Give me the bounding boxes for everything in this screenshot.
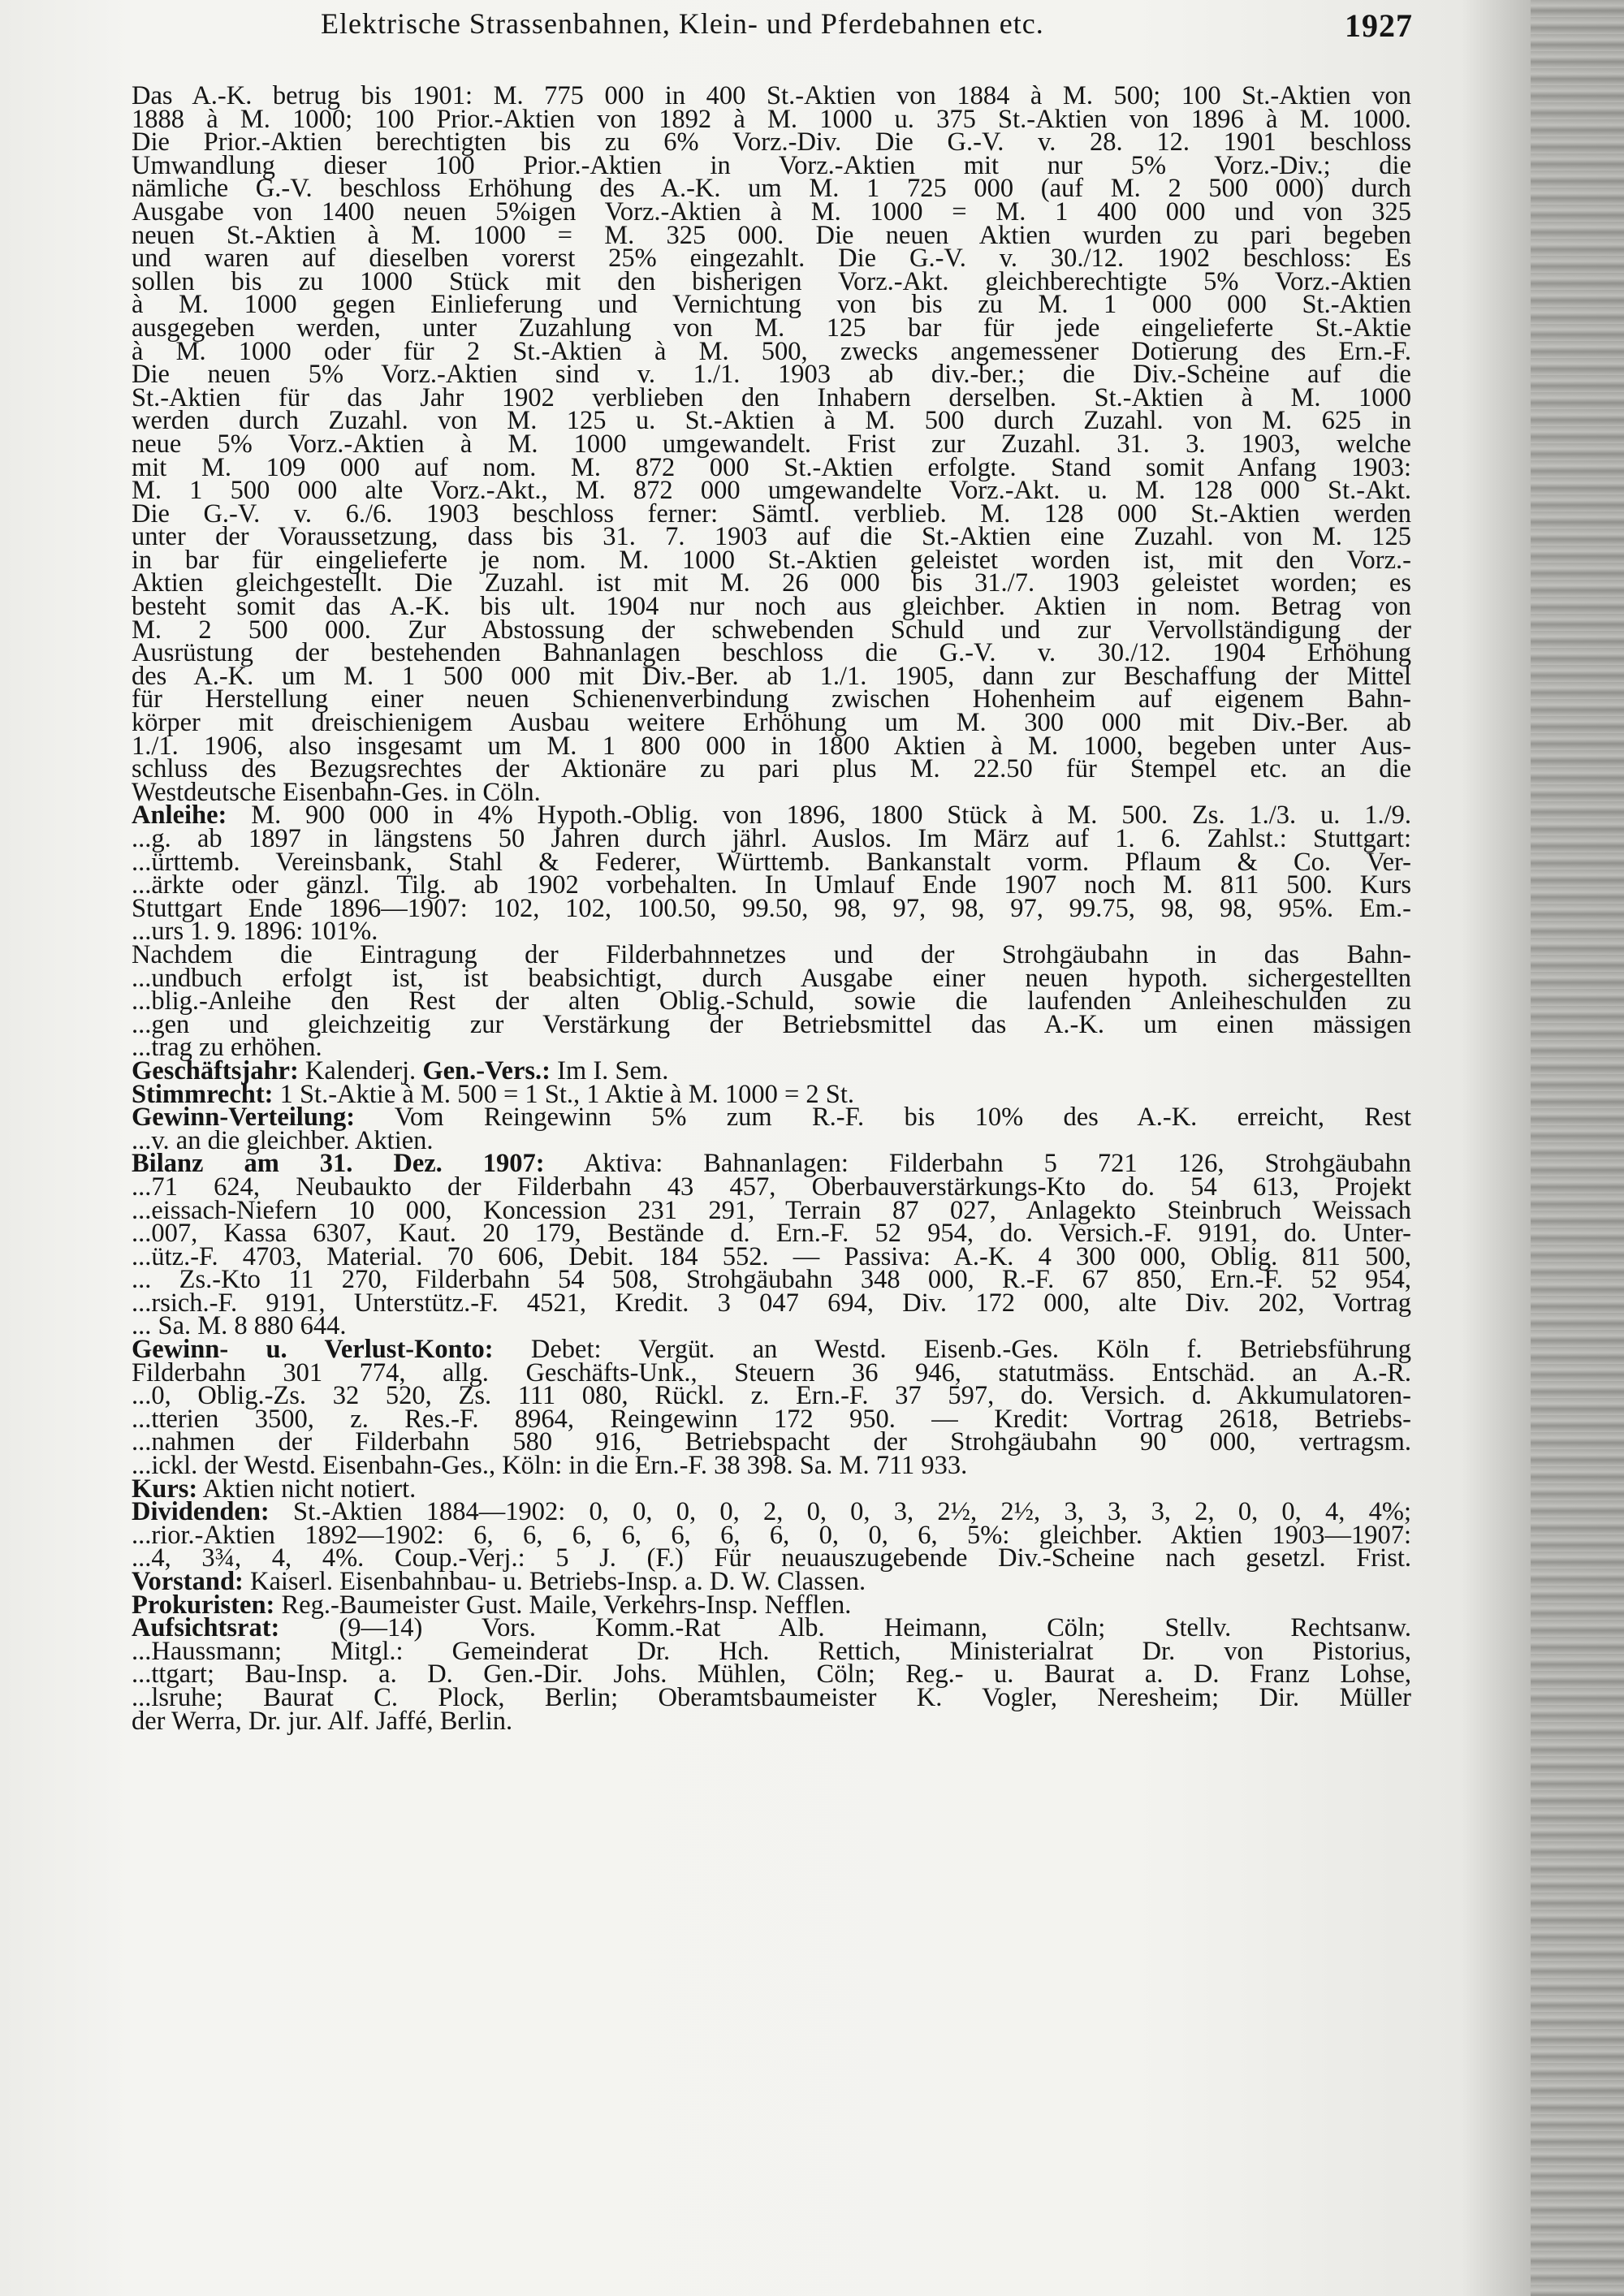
line-text: körper mit dreischienigem Ausbau weitere Erhöhung um M. 300 000 mit Div.-Ber. ab	[132, 708, 1411, 738]
page-header	[146, 6, 1413, 47]
line-text: des A.-K. um M. 1 500 000 mit Div.-Ber. ab 1./1. 1905, dann zur Beschaffung der Mittel	[132, 661, 1411, 691]
line-text: ...blig.-Anleihe den Rest der alten Oblig.-Schuld, sowie die laufenden Anleiheschulden zu	[132, 986, 1411, 1016]
line-text: der Werra, Dr. jur. Alf. Jaffé, Berlin.	[132, 1706, 513, 1736]
line-text: werden durch Zuzahl. von M. 125 u. St.-Aktien à M. 500 durch Zuzahl. von M. 625 in	[132, 406, 1411, 436]
line-text: neuen St.-Aktien à M. 1000 = M. 325 000. Die neuen Aktien wurden zu pari begeben	[132, 220, 1411, 250]
line-text: besteht somit das A.-K. bis ult. 1904 nur noch aus gleichber. Aktien in nom. Betrag von	[132, 592, 1411, 622]
line-text: ...4, 3¾, 4, 4%. Coup.-Verj.: 5 J. (F.) Für neuauszugebende Div.-Scheine nach gesetzl. Frist.	[132, 1543, 1411, 1573]
section-label: Dividenden:	[132, 1497, 270, 1527]
section-label: Geschäftsjahr:	[132, 1055, 299, 1085]
line-text: (9—14) Vors. Komm.-Rat Alb. Heimann, Cöln; Stellv. Rechtsanw.	[279, 1613, 1411, 1643]
line-text: Vom Reingewinn 5% zum R.-F. bis 10% des A.-K. erreicht, Rest	[355, 1103, 1411, 1133]
line-text: ...tterien 3500, z. Res.-F. 8964, Reingewinn 172 950. — Kredit: Vortrag 2618, Betriebs-	[132, 1404, 1411, 1434]
line-text: ...gen und gleichzeitig zur Verstärkung der Betriebsmittel das A.-K. um einen mässigen	[132, 1009, 1411, 1039]
text-line	[132, 1706, 1411, 1736]
line-text: Die Prior.-Aktien berechtigten bis zu 6% Vorz.-Div. Die G.-V. v. 28. 12. 1901 beschloss	[132, 127, 1411, 158]
section-label: Gen.-Vers.:	[422, 1055, 551, 1085]
body-text	[132, 81, 1412, 1736]
section-label: Kurs:	[132, 1474, 198, 1504]
line-text: Nachdem die Eintragung der Filderbahnnetzes und der Strohgäubahn in das Bahn-	[132, 939, 1411, 969]
line-text: Die G.-V. v. 6./6. 1903 beschloss ferner: Sämtl. verblieb. M. 128 000 St.-Aktien werden	[132, 498, 1411, 529]
running-title: Elektrische Strassenbahnen, Klein- und Pferdebahnen etc.	[321, 7, 1044, 40]
line-text: ...trag zu erhöhen.	[132, 1033, 322, 1063]
line-text: ...ttgart; Bau-Insp. a. D. Gen.-Dir. Johs. Mühlen, Cöln; Reg.- u. Baurat a. D. Franz Lohse,	[132, 1659, 1411, 1690]
line-text: für Herstellung einer neuen Schienenverbindung zwischen Hohenheim auf eigenem Bahn-	[132, 684, 1411, 714]
text-line	[132, 1009, 1411, 1039]
line-text: ... Zs.-Kto 11 270, Filderbahn 54 508, Strohgäubahn 348 000, R.-F. 67 850, Ern.-F. 52 954,	[132, 1265, 1411, 1295]
line-text: ...urs 1. 9. 1896: 101%.	[132, 917, 378, 947]
line-text: ...rsich.-F. 9191, Unterstütz.-F. 4521, Kredit. 3 047 694, Div. 172 000, alte Div. 202, Vortrag	[132, 1288, 1411, 1318]
line-text: M. 2 500 000. Zur Abstossung der schwebenden Schuld und zur Vervollständigung der	[132, 615, 1411, 645]
line-text: ...g. ab 1897 in längstens 50 Jahren durch jährl. Auslos. Im März auf 1. 6. Zahlst.: Stuttgart:	[132, 824, 1411, 853]
line-text: Westdeutsche Eisenbahn-Ges. in Cöln.	[132, 777, 541, 807]
line-text: ...ickl. der Westd. Eisenbahn-Ges., Köln: in die Ern.-F. 38 398. Sa. M. 711 933.	[132, 1451, 968, 1481]
line-text: Kaiserl. Eisenbahnbau- u. Betriebs-Insp. a. D. W. Classen.	[243, 1567, 866, 1596]
line-text: Kalenderj.	[298, 1055, 423, 1085]
line-text: 1888 à M. 1000; 100 Prior.-Aktien von 1892 à M. 1000 u. 375 St.-Aktien von 1896 à M. 1000.	[132, 104, 1411, 134]
line-text: ...lsruhe; Baurat C. Plock, Berlin; Oberamtsbaumeister K. Vogler, Neresheim; Dir. Müller	[132, 1682, 1411, 1712]
line-text: Debet: Vergüt. an Westd. Eisenb.-Ges. Köln f. Betriebsführung	[493, 1335, 1411, 1365]
line-text: Aktiva: Bahnanlagen: Filderbahn 5 721 126, Strohgäubahn	[544, 1149, 1412, 1179]
line-text: ... Sa. M. 8 880 644.	[132, 1311, 347, 1341]
line-text: ...rior.-Aktien 1892—1902: 6, 6, 6, 6, 6, 6, 6, 0, 0, 6, 5%: gleichber. Aktien 1903—1907:	[132, 1520, 1411, 1550]
line-text: ...007, Kassa 6307, Kaut. 20 179, Bestände d. Ern.-F. 52 954, do. Versich.-F. 9191, do. Unter-	[132, 1219, 1411, 1249]
line-text: in bar für eingelieferte je nom. M. 1000 St.-Aktien geleistet worden ist, mit den Vorz.-	[132, 545, 1411, 575]
line-text: Aktien nicht notiert.	[197, 1474, 417, 1504]
line-text: Reg.-Baumeister Gust. Maile, Verkehrs-Insp. Nefflen.	[274, 1590, 852, 1620]
line-text: St.-Aktien für das Jahr 1902 verblieben den Inhabern derselben. St.-Aktien à M. 1000	[132, 382, 1411, 412]
line-text: M. 1 500 000 alte Vorz.-Akt., M. 872 000 umgewandelte Vorz.-Akt. u. M. 128 000 St.-Akt.	[132, 476, 1411, 506]
section-label: Stimmrecht:	[132, 1079, 274, 1109]
page-number: 1927	[1345, 7, 1413, 44]
line-text: neue 5% Vorz.-Aktien à M. 1000 umgewandelt. Frist zur Zuzahl. 31. 3. 1903, welche	[132, 429, 1411, 459]
line-text: Die neuen 5% Vorz.-Aktien sind v. 1./1. 1903 ab div.-ber.; die Div.-Scheine auf die	[132, 360, 1411, 390]
line-text: Ausrüstung der bestehenden Bahnanlagen beschloss die G.-V. v. 30./12. 1904 Erhöhung	[132, 638, 1411, 668]
section-label: Anleihe:	[132, 801, 227, 831]
line-text: Aktien gleichgestellt. Die Zuzahl. ist mit M. 26 000 bis 31./7. 1903 geleistet worden; es	[132, 568, 1411, 598]
section-label: Gewinn- u. Verlust-Konto:	[132, 1335, 494, 1365]
line-text: Stuttgart Ende 1896—1907: 102, 102, 100.50, 99.50, 98, 97, 98, 97, 99.75, 98, 98, 95%. Em.-	[132, 893, 1411, 923]
line-text: ...ütz.-F. 4703, Material. 70 606, Debit. 184 552. — Passiva: A.-K. 4 300 000, Oblig. 811 500,	[132, 1241, 1411, 1271]
line-text: 1 St.-Aktie à M. 500 = 1 St., 1 Aktie à M. 1000 = 2 St.	[273, 1079, 855, 1109]
line-text: mit M. 109 000 auf nom. M. 872 000 St.-Aktien erfolgte. Stand somit Anfang 1903:	[132, 452, 1411, 482]
line-text: Das A.-K. betrug bis 1901: M. 775 000 in 400 St.-Aktien von 1884 à M. 500; 100 St.-Aktien von	[132, 81, 1411, 110]
line-text: M. 900 000 in 4% Hypoth.-Oblig. von 1896, 1800 Stück à M. 500. Zs. 1./3. u. 1./9.	[227, 801, 1411, 831]
line-text: Filderbahn 301 774, allg. Geschäfts-Unk., Steuern 36 946, statutmäss. Entschäd. an A.-R.	[132, 1357, 1411, 1388]
section-label: Aufsichtsrat:	[132, 1613, 280, 1643]
line-text: ...eissach-Niefern 10 000, Koncession 231 291, Terrain 87 027, Anlagekto Steinbruch Weissach	[132, 1195, 1411, 1225]
line-text: Ausgabe von 1400 neuen 5%igen Vorz.-Aktien à M. 1000 = M. 1 400 000 und von 325	[132, 196, 1411, 227]
line-text: ...v. an die gleichber. Aktien.	[132, 1125, 434, 1155]
line-text: ...0, Oblig.-Zs. 32 520, Zs. 111 080, Rückl. z. Ern.-F. 37 597, do. Versich. d. Akkumulatoren-	[132, 1381, 1411, 1411]
line-text: und waren auf dieselben vorerst 25% eingezahlt. Die G.-V. v. 30./12. 1902 beschloss: Es	[132, 244, 1411, 274]
line-text: à M. 1000 oder für 2 St.-Aktien à M. 500, zwecks angemessener Dotierung des Ern.-F.	[132, 336, 1411, 366]
line-text: ...undbuch erfolgt ist, ist beabsichtigt, durch Ausgabe einer neuen hypoth. sichergestellten	[132, 963, 1411, 993]
line-text: Im I. Sem.	[550, 1055, 669, 1085]
section-label: Prokuristen:	[132, 1590, 275, 1620]
line-text: ausgegeben werden, unter Zuzahlung von M. 125 bar für jede eingelieferte St.-Aktie	[132, 313, 1411, 343]
line-text: ...ärkte oder gänzl. Tilg. ab 1902 vorbehalten. In Umlauf Ende 1907 noch M. 811 500. Kurs	[132, 870, 1411, 900]
line-text: 1./1. 1906, also insgesamt um M. 1 800 000 in 1800 Aktien à M. 1000, begeben unter Aus-	[132, 731, 1411, 761]
line-text: sollen bis zu 1000 Stück mit den bisherigen Vorz.-Akt. gleichberechtigte 5% Vorz.-Aktien	[132, 266, 1411, 296]
scan-edge-strip	[1531, 0, 1624, 2296]
line-text: nämliche G.-V. beschloss Erhöhung des A.-K. um M. 1 725 000 (auf M. 2 500 000) durch	[132, 174, 1411, 204]
line-text: ...nahmen der Filderbahn 580 916, Betriebspacht der Strohgäubahn 90 000, vertragsm.	[132, 1427, 1411, 1457]
section-label: Vorstand:	[132, 1567, 244, 1596]
line-text: Umwandlung dieser 100 Prior.-Aktien in Vorz.-Aktien mit nur 5% Vorz.-Div.; die	[132, 150, 1411, 180]
line-text: ...Haussmann; Mitgl.: Gemeinderat Dr. Hch. Rettich, Ministerialrat Dr. von Pistorius,	[132, 1636, 1411, 1666]
line-text: unter der Voraussetzung, dass bis 31. 7. 1903 auf die St.-Aktien eine Zuzahl. von M. 125	[132, 522, 1411, 552]
line-text: ...71 624, Neubaukto der Filderbahn 43 457, Oberbauverstärkungs-Kto do. 54 613, Projekt	[132, 1172, 1411, 1202]
line-text: ...ürttemb. Vereinsbank, Stahl & Federer, Württemb. Bankanstalt vorm. Pflaum & Co. Ver-	[132, 847, 1411, 877]
section-label: Gewinn-Verteilung:	[132, 1103, 356, 1133]
line-text: à M. 1000 gegen Einlieferung und Vernichtung von bis zu M. 1 000 000 St.-Aktien	[132, 290, 1411, 320]
line-text: schluss des Bezugsrechtes der Aktionäre zu pari plus M. 22.50 für Stempel etc. an die	[132, 754, 1411, 784]
section-label: Bilanz am 31. Dez. 1907:	[132, 1149, 545, 1179]
line-text: St.-Aktien 1884—1902: 0, 0, 0, 0, 2, 0, 0, 3, 2½, 2½, 3, 3, 3, 2, 0, 0, 4, 4%;	[269, 1497, 1411, 1527]
